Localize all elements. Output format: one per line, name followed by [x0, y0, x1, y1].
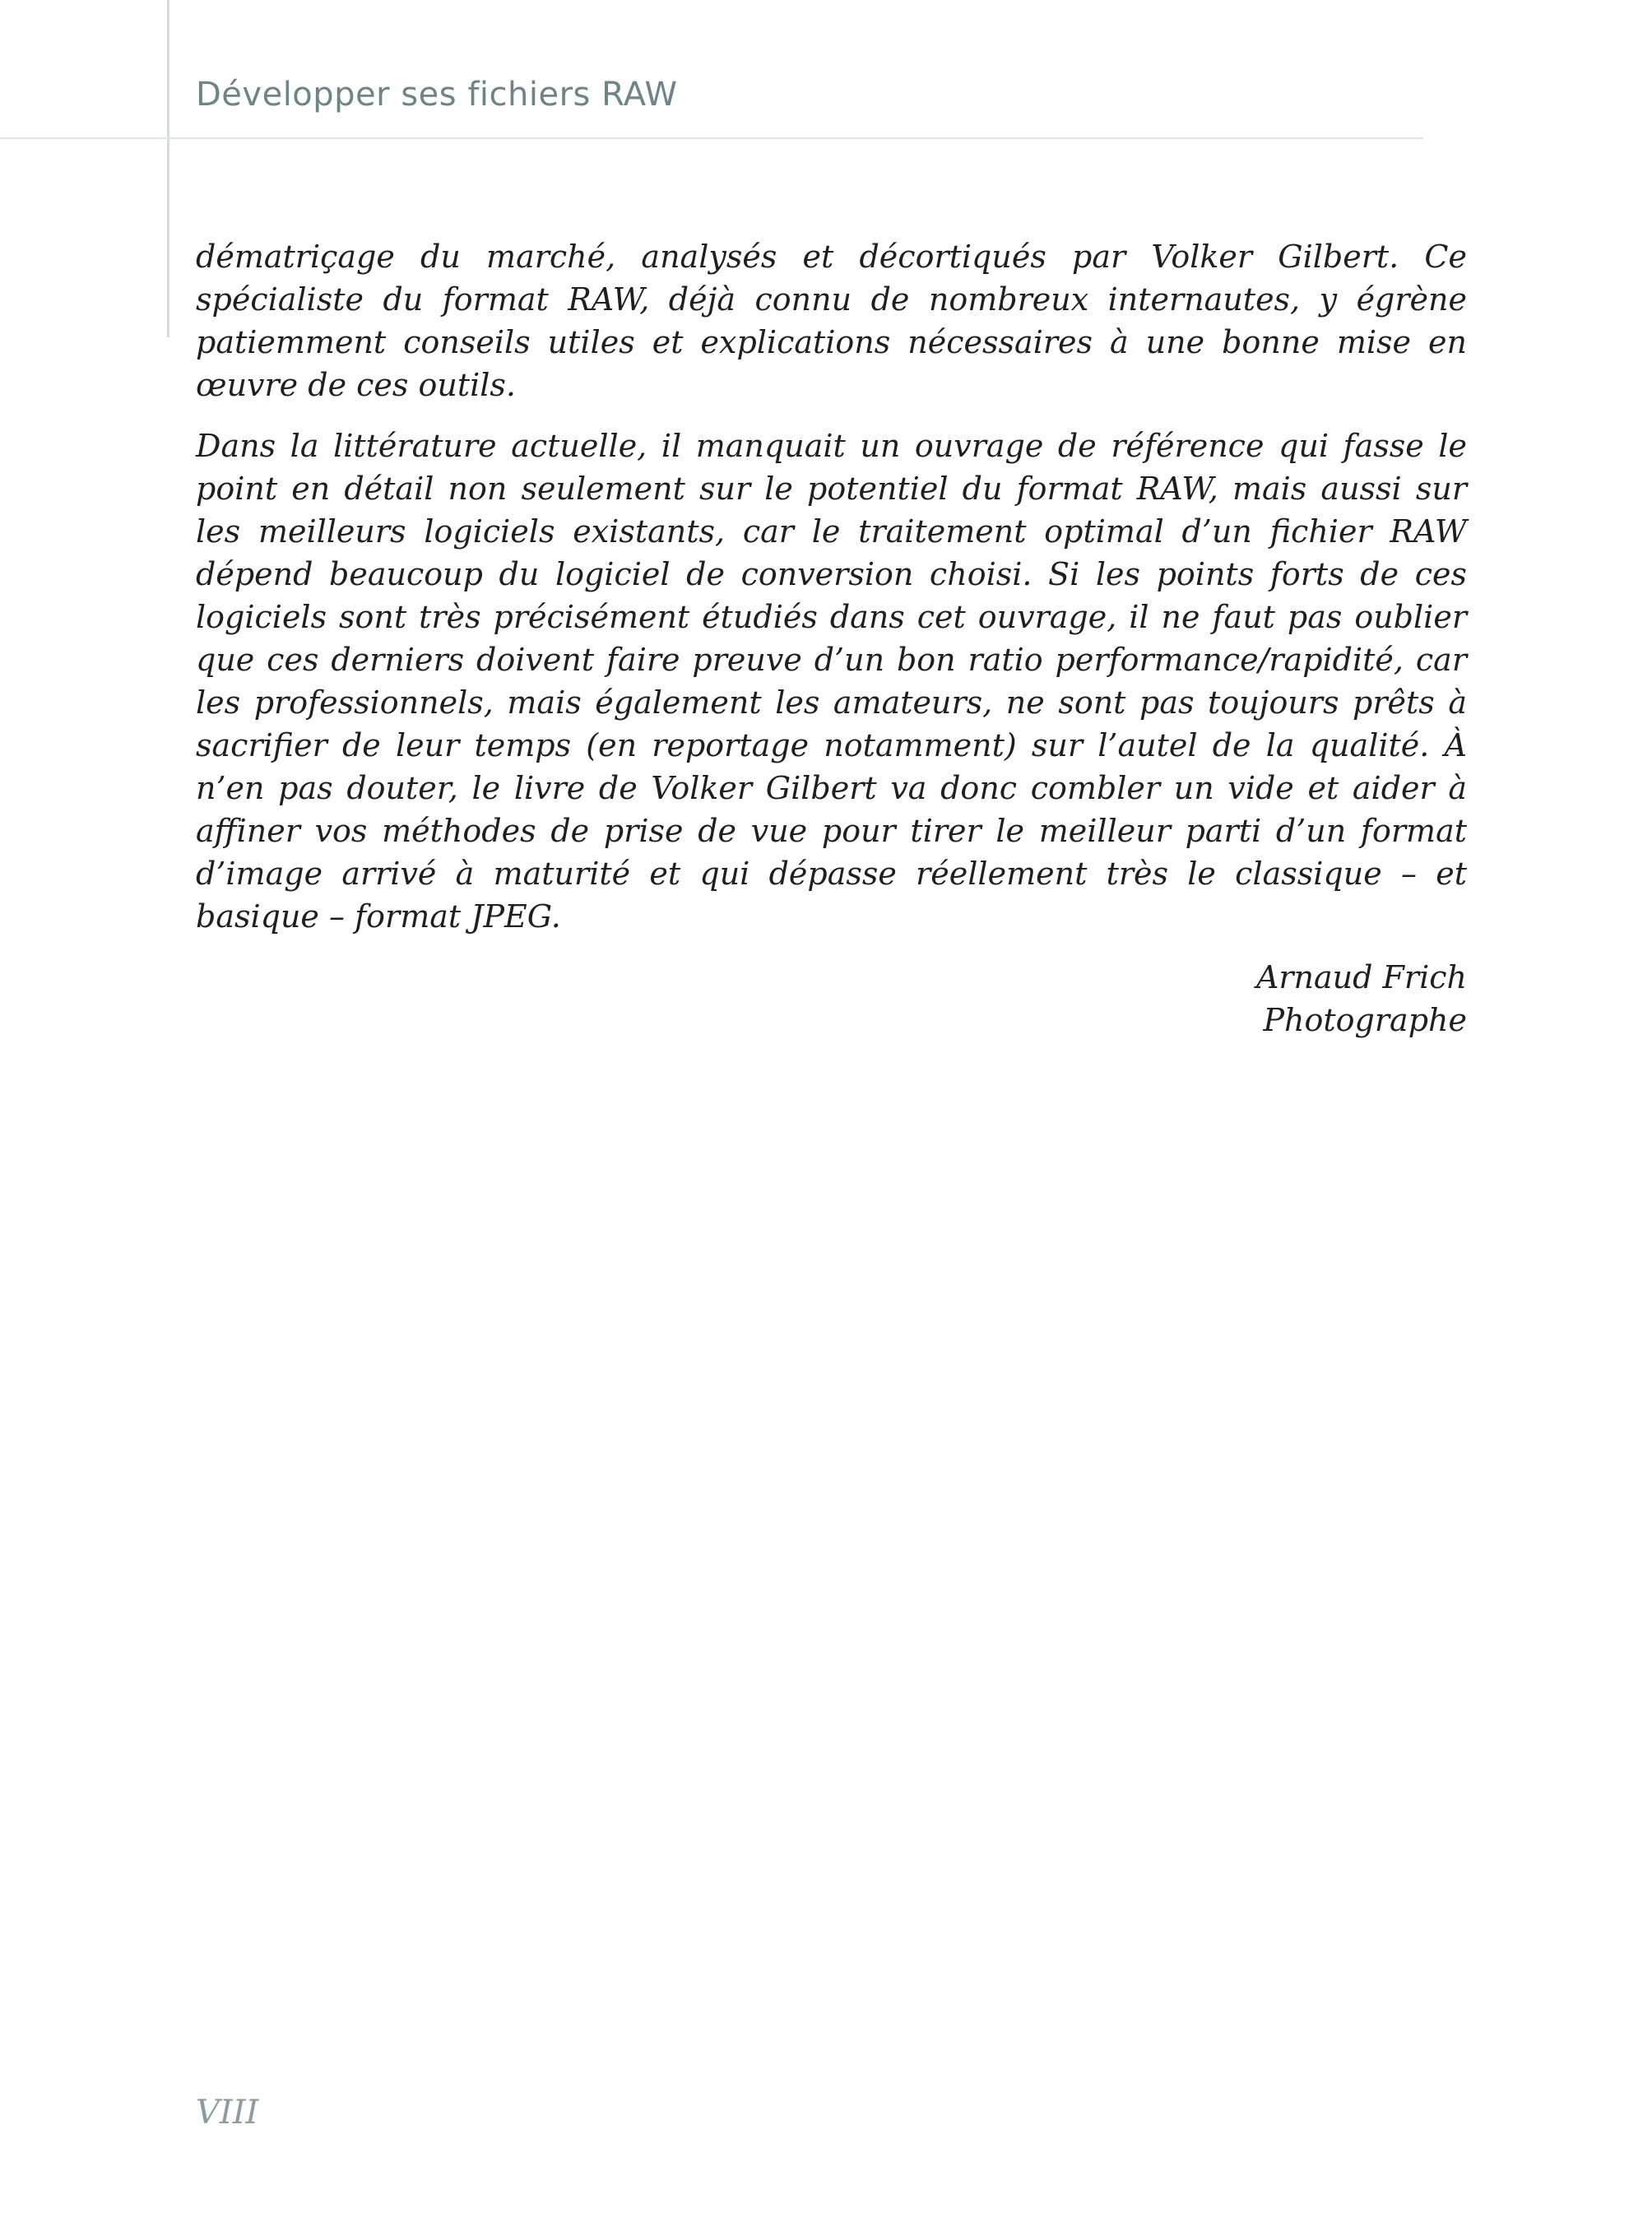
author-name: Arnaud Frich [1255, 959, 1467, 995]
paragraph: dématriçage du marché, analysés et décortiqués par Volker Gilbert. Ce spécialiste du format RAW, déjà connu de nombreux internautes, y égrène patiemment conseils utiles et explications nécessaires à une bonne mise en œuvre de ces outils. [196, 239, 1467, 403]
preface-text [196, 235, 1467, 1041]
page-number: VIII [196, 2094, 259, 2132]
paragraph: Dans la littérature actuelle, il manquait un ouvrage de référence qui fasse le point en détail non seulement sur le potentiel du format RAW, mais aussi sur les meilleurs logiciels existants, car le traitement optimal d’un fichier RAW dépend beaucoup du logiciel de conversion choisi. Si les points forts de ces logiciels sont très précisément étudiés dans cet ouvrage, il ne faut pas oublier que ces derniers doivent faire preuve d’un bon ratio performance/rapidité, car les professionnels, mais également les amateurs, ne sont pas toujours prêts à sacrifier de leur temps (en reportage notamment) sur l’autel de la qualité. À n’en pas douter, le livre de Volker Gilbert va donc combler un vide et aider à affiner vos méthodes de prise de vue pour tirer le meilleur parti d’un format d’image arrivé à maturité et qui dépasse réellement très le classique – et basique – format JPEG. [196, 428, 1467, 935]
signature-block [196, 956, 1467, 1041]
margin-rule [167, 0, 169, 337]
author-role: Photographe [1263, 1002, 1467, 1038]
header-divider [0, 137, 1423, 139]
running-header: Développer ses fichiers RAW [196, 76, 678, 114]
